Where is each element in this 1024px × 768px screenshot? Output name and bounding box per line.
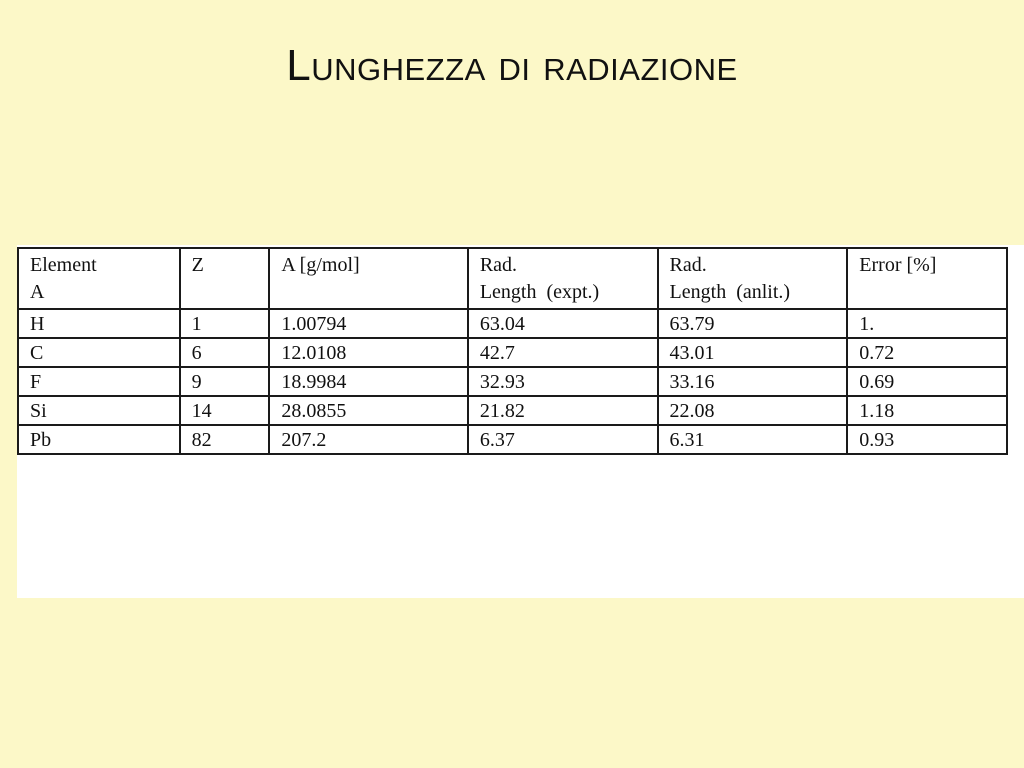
- header-rad-length-expt: Rad. Length (expt.): [468, 248, 658, 309]
- cell-element: Si: [18, 396, 180, 425]
- cell-z: 82: [180, 425, 270, 454]
- header-element: Element A: [18, 248, 180, 309]
- cell-error: 0.72: [847, 338, 1007, 367]
- cell-z: 1: [180, 309, 270, 338]
- cell-element: C: [18, 338, 180, 367]
- cell-atomic-mass: 28.0855: [269, 396, 467, 425]
- cell-error: 1.: [847, 309, 1007, 338]
- header-error: Error [%]: [847, 248, 1007, 309]
- cell-rad-length-expt: 42.7: [468, 338, 658, 367]
- cell-z: 6: [180, 338, 270, 367]
- cell-atomic-mass: 207.2: [269, 425, 467, 454]
- cell-error: 1.18: [847, 396, 1007, 425]
- cell-rad-length-expt: 63.04: [468, 309, 658, 338]
- cell-rad-length-expt: 6.37: [468, 425, 658, 454]
- cell-rad-length-expt: 32.93: [468, 367, 658, 396]
- header-atomic-mass: A [g/mol]: [269, 248, 467, 309]
- table-row: [18, 367, 1007, 396]
- cell-element: Pb: [18, 425, 180, 454]
- cell-z: 14: [180, 396, 270, 425]
- table-row: [18, 309, 1007, 338]
- slide-title: Lunghezza di radiazione: [286, 41, 738, 90]
- table-row: [18, 338, 1007, 367]
- cell-element: H: [18, 309, 180, 338]
- header-z: Z: [180, 248, 270, 309]
- cell-rad-length-anlit: 43.01: [658, 338, 848, 367]
- cell-atomic-mass: 18.9984: [269, 367, 467, 396]
- table-header-row: [18, 248, 1007, 309]
- cell-error: 0.69: [847, 367, 1007, 396]
- cell-atomic-mass: 12.0108: [269, 338, 467, 367]
- cell-rad-length-anlit: 6.31: [658, 425, 848, 454]
- cell-z: 9: [180, 367, 270, 396]
- cell-rad-length-anlit: 63.79: [658, 309, 848, 338]
- cell-atomic-mass: 1.00794: [269, 309, 467, 338]
- cell-rad-length-anlit: 22.08: [658, 396, 848, 425]
- cell-rad-length-anlit: 33.16: [658, 367, 848, 396]
- cell-error: 0.93: [847, 425, 1007, 454]
- cell-element: F: [18, 367, 180, 396]
- cell-rad-length-expt: 21.82: [468, 396, 658, 425]
- table-panel: [17, 245, 1024, 598]
- radiation-length-table: [17, 247, 1008, 455]
- table-row: [18, 396, 1007, 425]
- table-row: [18, 425, 1007, 454]
- header-rad-length-anlit: Rad. Length (anlit.): [658, 248, 848, 309]
